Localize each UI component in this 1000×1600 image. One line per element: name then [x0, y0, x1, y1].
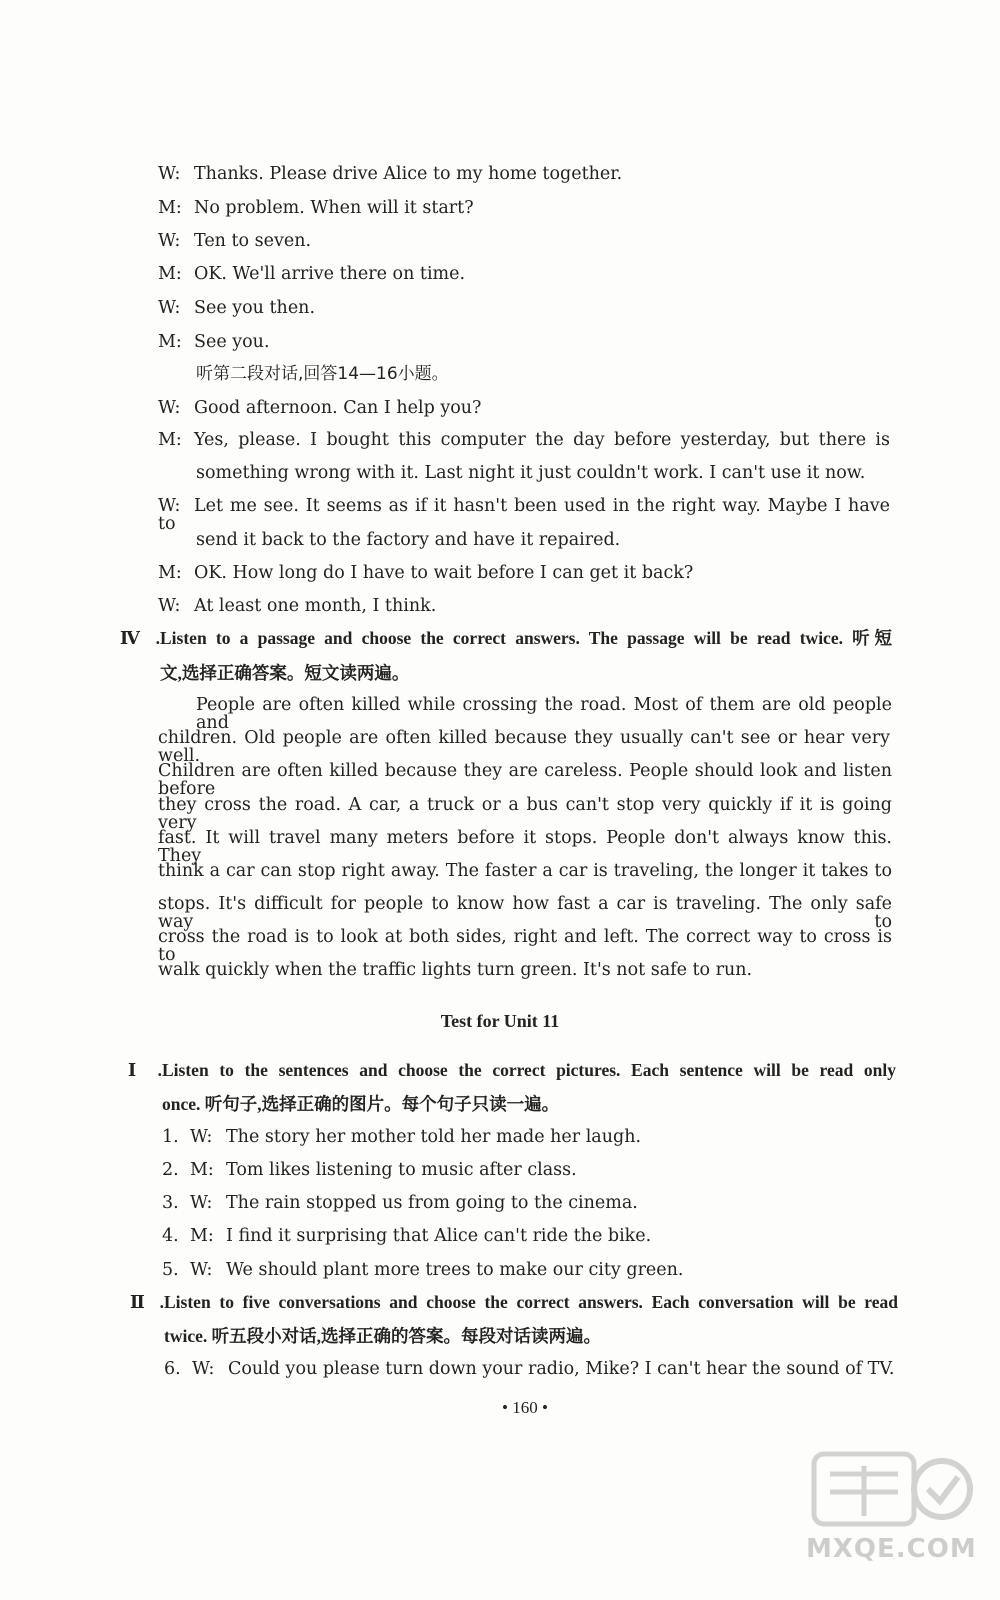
list-item	[162, 1195, 638, 1213]
section-number: Ⅰ.	[128, 1060, 162, 1080]
speaker-label: W:	[158, 496, 181, 516]
dialog-line	[158, 598, 436, 616]
item-text: The rain stopped us from going to the cinema.	[226, 1193, 638, 1213]
section-number: Ⅱ.	[130, 1292, 164, 1312]
dialog-text: Thanks. Please drive Alice to my home together.	[194, 164, 623, 184]
dialog-text: At least one month, I think.	[194, 596, 437, 616]
section-instruction-continued: once. 听句子,选择正确的图片。每个句子只读一遍。	[162, 1094, 560, 1114]
dialog-line	[158, 166, 622, 184]
speaker-label: W:	[158, 596, 181, 616]
speaker-label: W:	[190, 1260, 213, 1280]
dialog-text: Ten to seven.	[194, 231, 312, 251]
dialog-text: No problem. When will it start?	[194, 198, 474, 218]
passage-line: think a car can stop right away. The faster a car is traveling, the longer it takes to	[158, 861, 892, 881]
dialog-text: OK. How long do I have to wait before I can get it back?	[194, 563, 694, 583]
item-number: 6.	[164, 1359, 181, 1379]
passage-line: cross the road is to look at both sides, right and left. The correct way to cross is to	[158, 927, 892, 965]
passage-line: fast. It will travel many meters before it stops. People don't always know this. They	[158, 828, 892, 866]
dialog-line	[158, 266, 465, 284]
dialog-text: Good afternoon. Can I help you?	[194, 398, 482, 418]
passage-line: stops. It's difficult for people to know how fast a car is traveling. The only safe way to	[158, 894, 892, 932]
item-number: 2.	[162, 1160, 179, 1180]
list-item	[162, 1262, 683, 1280]
speaker-label: M:	[190, 1160, 214, 1180]
page-number: • 160 •	[502, 1398, 548, 1417]
speaker-label: M:	[158, 264, 182, 284]
section-instruction-continued: twice. 听五段小对话,选择正确的答案。每段对话读两遍。	[164, 1326, 601, 1346]
watermark-text: MXQE.COM	[806, 1534, 977, 1564]
dialog-line	[158, 300, 315, 318]
dialog-line	[158, 432, 890, 450]
passage-line: they cross the road. A car, a truck or a bus can't stop very quickly if it is going very	[158, 795, 892, 833]
section-number: Ⅳ.	[120, 628, 160, 648]
section-instruction: Listen to the sentences and choose the correct pictures. Each sentence will be read only	[162, 1060, 896, 1080]
dialog-text: Let me see. It seems as if it hasn't been used in the right way. Maybe I have to	[158, 496, 890, 534]
dialog-text: See you.	[194, 332, 270, 352]
section-instruction: Listen to a passage and choose the correct answers. The passage will be read twice. 听短	[160, 628, 892, 648]
item-text: Tom likes listening to music after class.	[226, 1160, 577, 1180]
speaker-label: M:	[158, 198, 182, 218]
section-heading	[128, 1062, 896, 1080]
section-heading	[120, 630, 892, 648]
speaker-label: W:	[158, 398, 181, 418]
item-text: The story her mother told her made her laugh.	[226, 1127, 642, 1147]
dialog-line	[158, 233, 311, 251]
item-text: We should plant more trees to make our city green.	[226, 1260, 684, 1280]
dialog-line-continued: something wrong with it. Last night it just couldn't work. I can't use it now.	[196, 463, 866, 483]
list-item	[162, 1228, 651, 1246]
dialog-text: Yes, please. I bought this computer the day before yesterday, but there is	[194, 430, 890, 450]
dialog-line	[158, 565, 693, 583]
item-number: 1.	[162, 1127, 179, 1147]
item-text: I find it surprising that Alice can't ride the bike.	[226, 1226, 652, 1246]
dialog-line	[158, 498, 890, 533]
passage-line: children. Old people are often killed because they usually can't see or hear very well.	[158, 728, 890, 766]
dialog-line	[158, 400, 481, 418]
dialog-line	[158, 200, 474, 218]
dialog-text: See you then.	[194, 298, 316, 318]
passage-line: People are often killed while crossing the road. Most of them are old people and	[196, 695, 892, 733]
list-item	[162, 1162, 577, 1180]
speaker-label: M:	[158, 430, 182, 450]
dialog-intro: 听第二段对话,回答14—16小题。	[196, 364, 449, 384]
dialog-text: OK. We'll arrive there on time.	[194, 264, 466, 284]
speaker-label: W:	[192, 1359, 215, 1379]
item-number: 3.	[162, 1193, 179, 1213]
item-text: Could you please turn down your radio, Mike? I can't hear the sound of TV.	[228, 1359, 895, 1379]
list-item	[162, 1129, 641, 1147]
watermark-emblem-icon	[806, 1444, 974, 1534]
passage-line: walk quickly when the traffic lights turn green. It's not safe to run.	[158, 960, 753, 980]
list-item	[164, 1361, 894, 1379]
dialog-line	[158, 334, 270, 352]
watermark-logo	[806, 1444, 977, 1564]
dialog-line-continued: send it back to the factory and have it repaired.	[196, 530, 621, 550]
speaker-label: M:	[190, 1226, 214, 1246]
section-heading	[130, 1294, 898, 1312]
speaker-label: M:	[158, 332, 182, 352]
speaker-label: W:	[158, 298, 181, 318]
item-number: 4.	[162, 1226, 179, 1246]
test-title: Test for Unit 11	[440, 1011, 560, 1031]
speaker-label: W:	[158, 231, 181, 251]
speaker-label: W:	[158, 164, 181, 184]
passage-line: Children are often killed because they are careless. People should look and listen before	[158, 761, 892, 799]
speaker-label: M:	[158, 563, 182, 583]
section-instruction: Listen to five conversations and choose the correct answers. Each conversation will be read	[164, 1292, 898, 1312]
section-instruction-continued: 文,选择正确答案。短文读两遍。	[160, 663, 410, 683]
speaker-label: W:	[190, 1127, 213, 1147]
speaker-label: W:	[190, 1193, 213, 1213]
item-number: 5.	[162, 1260, 179, 1280]
